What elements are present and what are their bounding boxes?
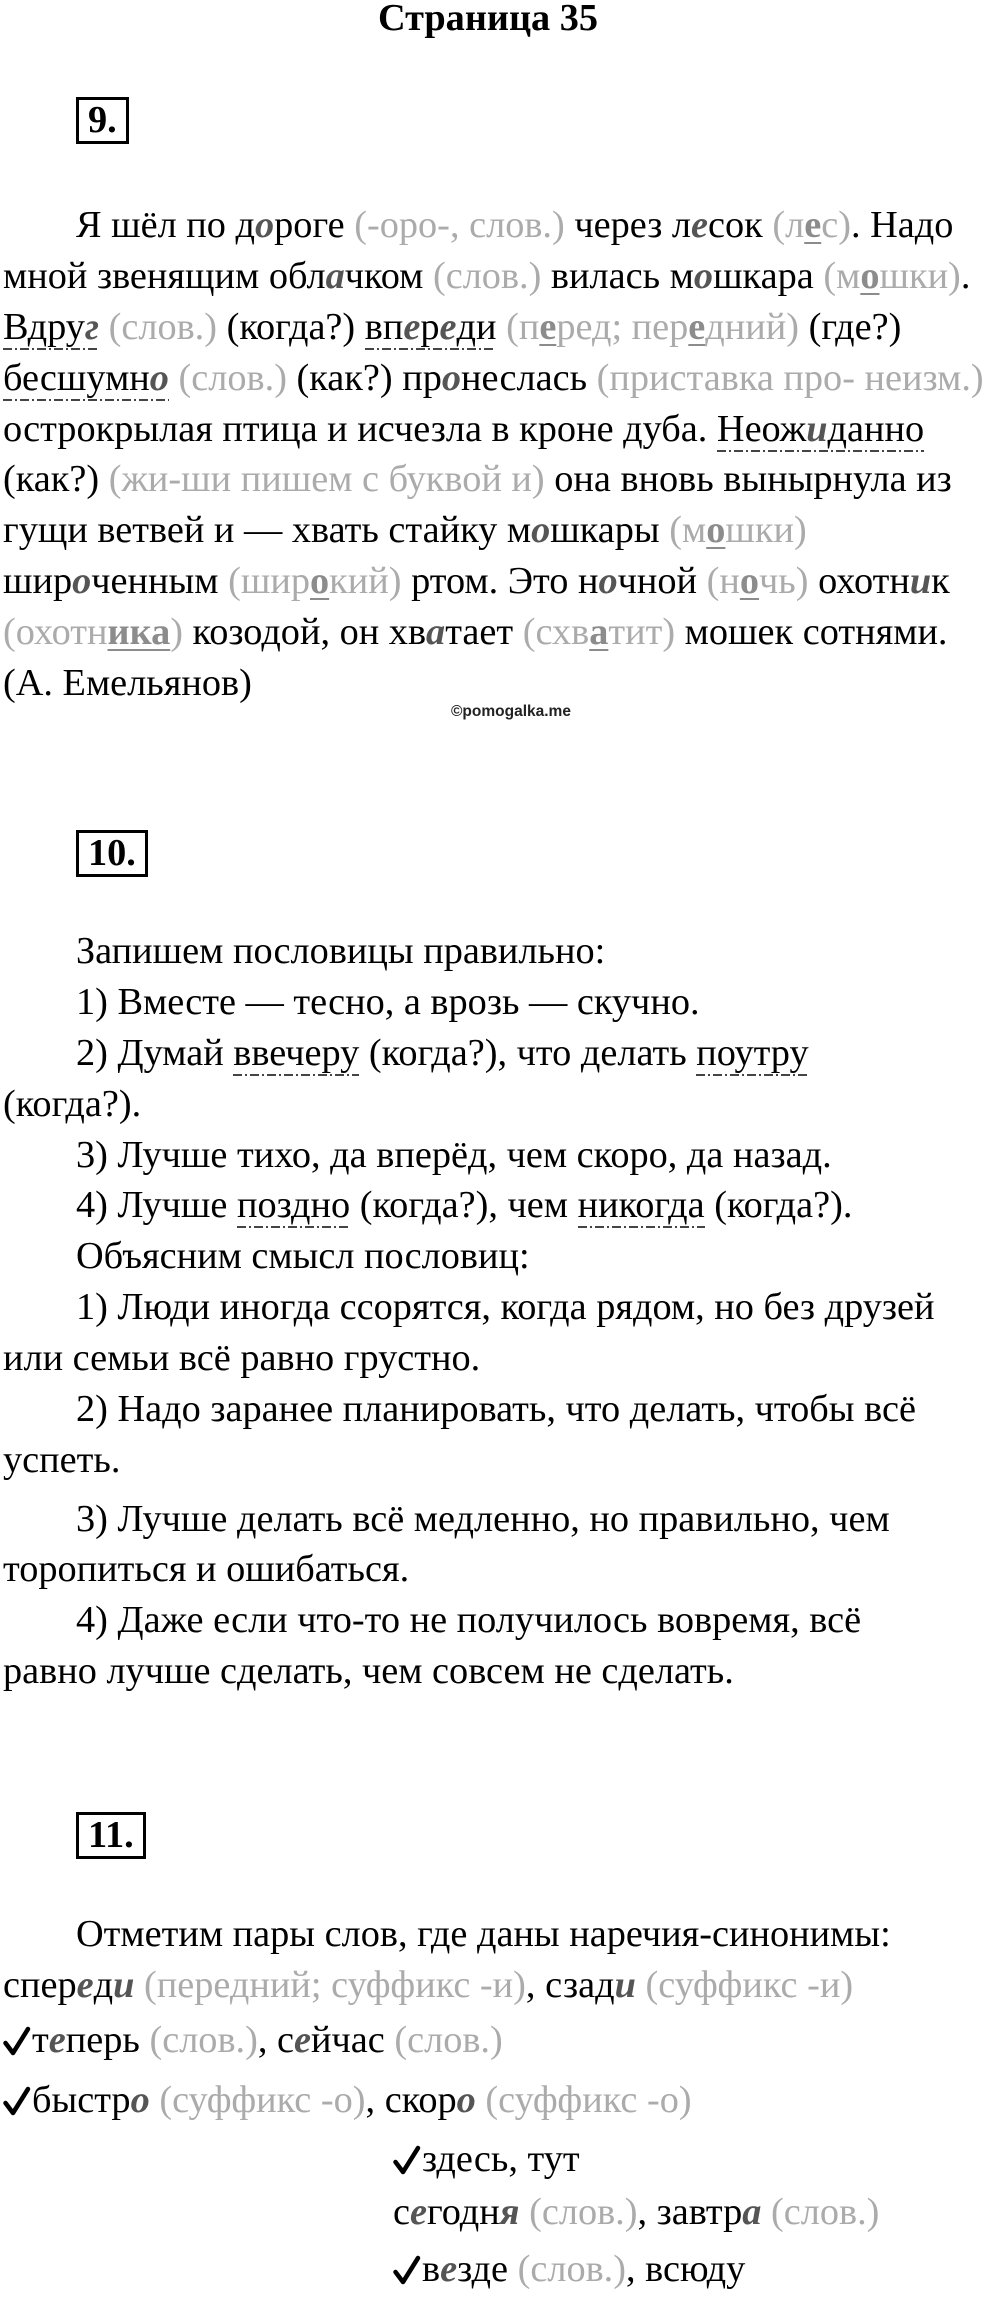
text-run: 2) Надо заранее планировать, что делать, чтобы всё — [76, 1388, 916, 1431]
hint-text: (слов.) — [108, 305, 218, 348]
text-run: . — [960, 254, 971, 297]
emphasized-letter: и — [909, 560, 932, 603]
text-line — [3, 1384, 960, 1435]
text-run: успеть. — [3, 1438, 121, 1481]
text-run: (когда?), что делать — [359, 1031, 697, 1074]
hint-text: (жи-ши пишем с буквой и) — [108, 458, 545, 501]
text-run: с — [393, 2191, 410, 2234]
text-run: никогда — [577, 1184, 705, 1227]
text-run: здесь, тут — [422, 2137, 580, 2180]
emphasized-letter: о — [255, 204, 275, 246]
hint-marked-letter: о — [309, 560, 330, 603]
text-line — [3, 302, 960, 353]
emphasized-letter: о — [531, 509, 551, 552]
text-run: 4) Лучше — [76, 1184, 237, 1227]
text-run: (когда?), чем — [350, 1184, 578, 1227]
text-line — [3, 2015, 960, 2066]
emphasized-letter: е — [403, 305, 421, 348]
text-line — [3, 1180, 960, 1231]
text-run: к — [931, 560, 950, 603]
emphasized-letter: о — [441, 356, 462, 399]
text-run: роге — [274, 204, 355, 246]
text-run: (когда?). — [704, 1184, 853, 1227]
text-run: через л — [564, 204, 692, 246]
text-run: неслась — [461, 356, 597, 399]
text-run: Запишем пословицы правильно: — [76, 930, 606, 972]
text-run: Неож — [716, 407, 807, 450]
emphasized-letter: г — [84, 305, 100, 348]
hint-text: (слов.) — [529, 2191, 638, 2234]
exercise-11-number: 11. — [76, 1812, 146, 1859]
emphasized-letter: е — [76, 1963, 94, 2006]
text-line — [3, 1079, 960, 1130]
text-run: (как?) — [3, 458, 109, 501]
text-line — [3, 607, 960, 658]
emphasized-letter: а — [426, 611, 446, 654]
text-run: данно — [827, 407, 925, 450]
adverb-underline — [237, 1184, 350, 1228]
text-run: 4) Даже если что-то не получилось вовремя, всё — [76, 1599, 862, 1642]
text-run: т — [32, 2019, 49, 2062]
text-run: тает — [445, 611, 523, 654]
hint-text: чь) — [759, 560, 809, 603]
text-run: , сзад — [525, 1963, 615, 2006]
check-icon — [393, 2145, 420, 2175]
text-line — [3, 2075, 960, 2126]
hint-marked-letter: о — [706, 509, 726, 552]
emphasized-letter: и — [113, 1963, 135, 2006]
text-run: . Надо — [851, 204, 954, 246]
emphasized-letter: а — [325, 254, 345, 297]
text-line — [3, 1282, 960, 1333]
hint-text: с) — [821, 204, 851, 246]
text-run: 1) Люди иногда ссорятся, когда рядом, но без друзей — [76, 1286, 935, 1329]
exercise-10-text — [3, 926, 960, 1697]
hint-text: шки) — [879, 254, 961, 297]
text-run — [134, 1964, 144, 2006]
text-run: зде — [457, 2247, 518, 2290]
hint-text: (м — [669, 509, 707, 552]
exercise-9-text — [3, 200, 984, 709]
text-line — [3, 1909, 960, 1960]
emphasized-letter: о — [72, 560, 92, 603]
text-run: , скор — [365, 2079, 457, 2122]
text-line — [3, 1231, 960, 1282]
text-run: 2) Думай — [76, 1031, 234, 1074]
adverb-underline — [3, 306, 99, 350]
adverb-underline — [578, 1184, 705, 1228]
text-line — [3, 658, 960, 709]
text-run: равно лучше сделать, чем совсем не сделать. — [3, 1650, 734, 1693]
text-line — [3, 1130, 960, 1181]
text-line — [3, 353, 984, 404]
text-run: чком — [344, 254, 433, 297]
hint-marked-letter: е — [539, 305, 557, 348]
hint-text: (слов.) — [432, 254, 542, 297]
text-run: мошек сотнями. — [675, 611, 948, 654]
hint-text: (-оро-, слов.) — [354, 204, 565, 246]
adverb-underline — [365, 306, 497, 350]
text-run: ченным — [91, 560, 229, 603]
text-line — [3, 1646, 960, 1697]
text-run: поздно — [236, 1184, 351, 1227]
text-run: годн — [427, 2191, 500, 2234]
text-run: Объясним смысл пословиц: — [76, 1235, 530, 1278]
text-run — [169, 357, 179, 399]
watermark: ©pomogalka.me — [451, 703, 571, 720]
text-run: охотн — [808, 560, 910, 603]
text-run: (как?) пр — [286, 356, 442, 399]
hint-text: (п — [506, 305, 540, 348]
text-run: поутру — [696, 1031, 809, 1074]
text-run: шкара — [713, 254, 824, 297]
text-run: ртом. Это н — [401, 560, 599, 603]
text-run — [520, 2191, 530, 2233]
emphasized-letter: е — [294, 2019, 312, 2062]
adverb-underline — [717, 408, 924, 452]
text-run: 3) Лучше тихо, да вперёд, чем скоро, да назад. — [76, 1133, 832, 1176]
hint-text: (н — [706, 560, 740, 603]
emphasized-letter: е — [440, 2247, 458, 2290]
hint-text: (слов.) — [771, 2191, 880, 2234]
hint-text: (л — [772, 204, 805, 246]
hint-marked-letter: е — [804, 204, 822, 246]
text-line — [3, 505, 960, 556]
emphasized-letter: и — [614, 1963, 636, 2006]
text-run: в — [422, 2247, 441, 2290]
page-title: Страница 35 — [377, 0, 599, 39]
check-icon — [393, 2255, 420, 2285]
exercise-9-number: 9. — [76, 97, 129, 144]
check-icon — [3, 2026, 30, 2056]
hint-text: ред; пер — [556, 305, 689, 348]
hint-text: (охотн — [3, 611, 108, 654]
text-line — [3, 404, 960, 455]
text-run: козодой, он хв — [182, 611, 427, 654]
text-run: (А. Емельянов) — [3, 662, 252, 705]
text-line — [3, 1333, 960, 1384]
text-line — [3, 1435, 960, 1486]
text-run: или семьи всё равно грустно. — [3, 1337, 481, 1380]
text-line — [3, 977, 960, 1028]
text-run: чной — [617, 560, 707, 603]
text-run: (когда?) — [217, 305, 365, 348]
hint-text: (суффикс -о) — [485, 2079, 692, 2122]
adverb-underline — [3, 357, 169, 401]
emphasized-letter: и — [806, 407, 828, 450]
emphasized-letter: а — [742, 2191, 762, 2234]
hint-text: дний) — [705, 305, 800, 348]
hint-text: (схв — [522, 611, 590, 654]
emphasized-letter: о — [130, 2079, 150, 2122]
text-line — [3, 1544, 960, 1595]
text-run: д — [93, 1963, 114, 2006]
text-run: , завтр — [637, 2191, 743, 2234]
hint-text: (суффикс -о) — [159, 2079, 366, 2122]
text-line — [3, 926, 960, 977]
emphasized-letter: е — [439, 305, 457, 348]
hint-text: (м — [823, 254, 861, 297]
text-run: шир — [3, 560, 73, 603]
text-run: Я шёл по д — [76, 204, 255, 246]
text-run: перь — [65, 2019, 150, 2062]
text-run — [476, 2079, 486, 2121]
text-run: острокрылая птица и исчезла в кроне дуба. — [3, 407, 717, 450]
text-run: (когда?). — [3, 1082, 142, 1125]
emphasized-letter: я — [499, 2191, 520, 2234]
text-run: гущи ветвей и — хвать стайку м — [3, 509, 532, 552]
text-line — [3, 251, 971, 302]
check-icon — [3, 2086, 30, 2116]
text-run: Отметим пары слов, где даны наречия-синонимы: — [76, 1913, 891, 1955]
text-run: бесшумн — [3, 356, 150, 399]
emphasized-letter: е — [48, 2019, 66, 2062]
hint-text: (слов.) — [394, 2019, 503, 2062]
text-run: йчас — [311, 2019, 395, 2062]
text-line — [3, 2244, 960, 2295]
adverb-underline — [696, 1032, 808, 1076]
hint-marked-letter: е — [688, 305, 706, 348]
text-run: шкары — [550, 509, 670, 552]
hint-text: (приставка про- неизм.) — [596, 356, 984, 399]
hint-text: (слов.) — [517, 2247, 627, 2290]
text-line — [3, 2187, 960, 2238]
emphasized-letter: е — [691, 204, 709, 246]
text-run — [761, 2191, 771, 2233]
exercise-10-number: 10. — [76, 830, 148, 877]
text-run: сок — [708, 204, 773, 246]
text-line — [3, 1595, 960, 1646]
hint-marked-letter: а — [589, 611, 609, 654]
hint-text: кий) — [329, 560, 402, 603]
text-run: 3) Лучше делать всё медленно, но правильно, чем — [76, 1497, 890, 1540]
text-line — [3, 1028, 960, 1079]
text-run: спер — [3, 1963, 77, 2006]
hint-marked-letter: ика — [107, 611, 171, 654]
text-line — [3, 1494, 960, 1545]
text-run: Вдру — [3, 305, 85, 348]
text-run — [99, 306, 109, 348]
adverb-underline — [233, 1032, 359, 1076]
text-run: вилась м — [541, 254, 694, 297]
text-run: , всюду — [626, 2247, 746, 2290]
hint-text: ) — [170, 611, 183, 654]
hint-text: (передний; суффикс -и) — [144, 1963, 526, 2006]
text-run: вп — [364, 305, 404, 348]
text-run: , с — [257, 2019, 295, 2062]
hint-text: тит) — [608, 611, 676, 654]
text-line — [3, 556, 960, 607]
emphasized-letter: о — [598, 560, 618, 603]
hint-text: (шир — [228, 560, 310, 603]
text-line — [3, 2134, 960, 2185]
hint-text: (суффикс -и) — [645, 1963, 854, 2006]
hint-text: (слов.) — [178, 356, 287, 399]
text-run — [636, 1964, 646, 2006]
text-run — [496, 306, 506, 348]
text-run: быстр — [32, 2079, 131, 2122]
text-run: мной звенящим обл — [3, 254, 326, 297]
hint-marked-letter: о — [860, 254, 880, 297]
exercise-11-text — [3, 1909, 960, 2295]
text-run: ввечеру — [233, 1031, 360, 1074]
emphasized-letter: о — [149, 356, 169, 399]
text-run: она вновь вынырнула из — [544, 458, 952, 501]
text-run: ди — [456, 305, 497, 348]
text-run — [150, 2079, 160, 2121]
text-run: р — [420, 305, 440, 348]
text-run: (где?) — [799, 305, 902, 348]
text-line — [3, 1960, 960, 2011]
text-line — [3, 200, 960, 251]
hint-text: шки) — [725, 509, 807, 552]
hint-marked-letter: о — [739, 560, 760, 603]
text-run: торопиться и ошибаться. — [3, 1548, 410, 1591]
text-run: 1) Вместе — тесно, а врозь — скучно. — [76, 980, 700, 1023]
emphasized-letter: о — [456, 2079, 476, 2122]
emphasized-letter: е — [410, 2191, 427, 2234]
hint-text: (слов.) — [149, 2019, 258, 2062]
text-line — [3, 454, 960, 505]
emphasized-letter: о — [693, 254, 714, 297]
